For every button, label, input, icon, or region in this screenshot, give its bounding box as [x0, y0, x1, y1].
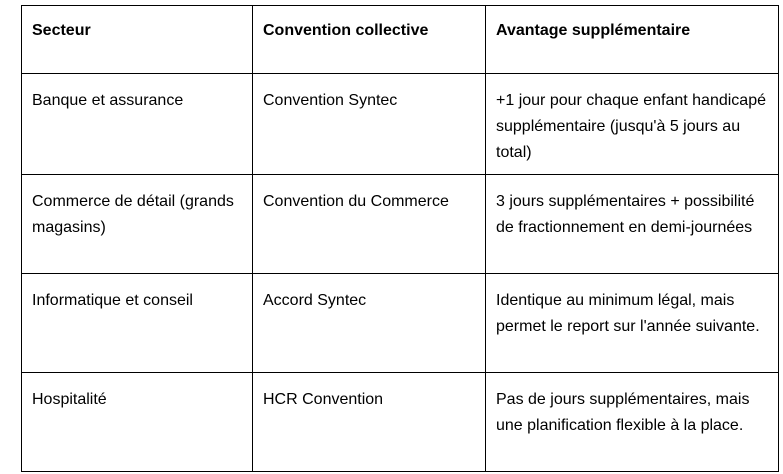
header-convention: Convention collective [253, 6, 486, 74]
cell-avantage: 3 jours supplémentaires + possibilité de fractionnement en demi-journées [486, 175, 779, 274]
cell-avantage: +1 jour pour chaque enfant handicapé supplémentaire (jusqu'à 5 jours au total) [486, 74, 779, 175]
conventions-table [21, 5, 779, 472]
header-secteur: Secteur [22, 6, 253, 74]
table-row [22, 274, 779, 373]
cell-avantage: Pas de jours supplémentaires, mais une planification flexible à la place. [486, 373, 779, 472]
table-row [22, 373, 779, 472]
cell-secteur: Banque et assurance [22, 74, 253, 175]
cell-secteur: Commerce de détail (grands magasins) [22, 175, 253, 274]
cell-secteur: Hospitalité [22, 373, 253, 472]
cell-convention: Convention du Commerce [253, 175, 486, 274]
cell-secteur: Informatique et conseil [22, 274, 253, 373]
cell-avantage: Identique au minimum légal, mais permet le report sur l'année suivante. [486, 274, 779, 373]
table-row [22, 175, 779, 274]
header-avantage: Avantage supplémentaire [486, 6, 779, 74]
table-row [22, 74, 779, 175]
cell-convention: Accord Syntec [253, 274, 486, 373]
cell-convention: HCR Convention [253, 373, 486, 472]
cell-convention: Convention Syntec [253, 74, 486, 175]
table-header-row [22, 6, 779, 74]
